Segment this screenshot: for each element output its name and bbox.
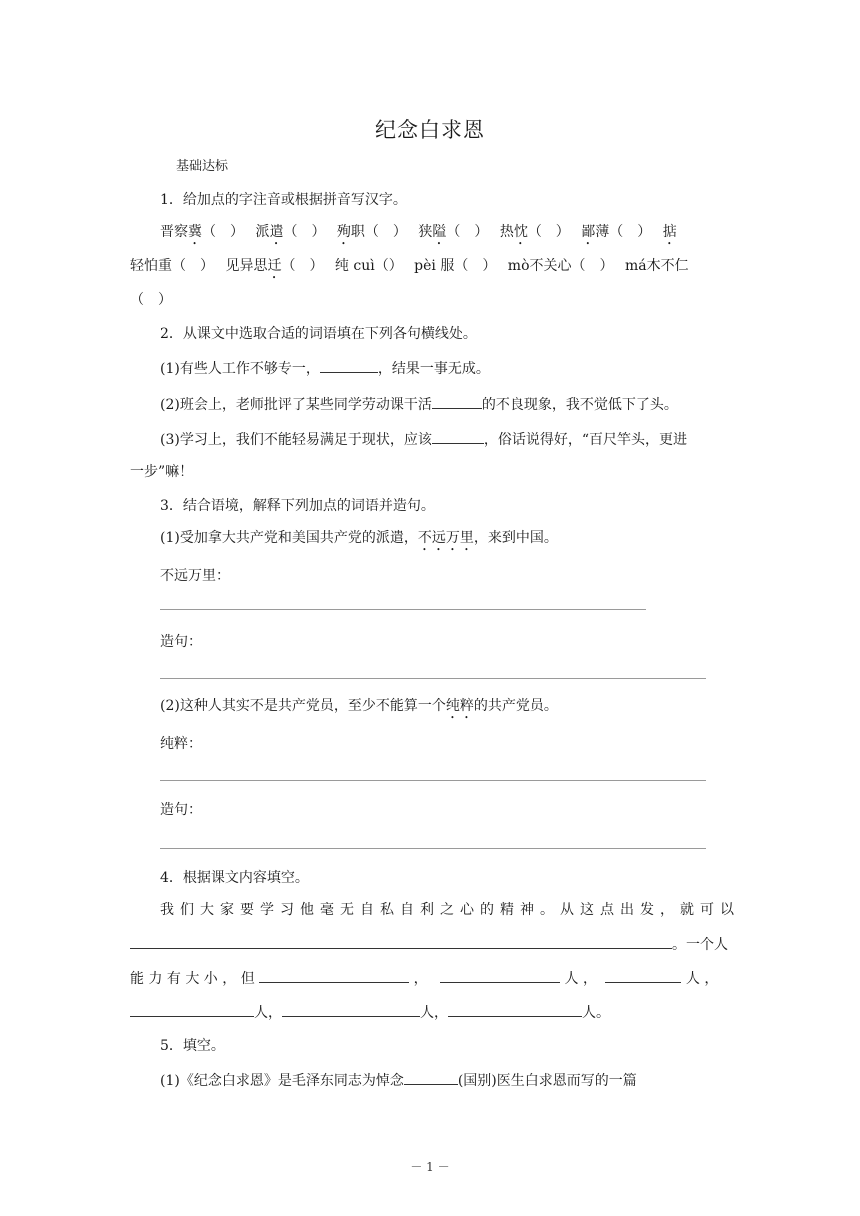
q4-char: 之: [440, 902, 454, 918]
q1-line-1: [160, 222, 734, 248]
page-title: 纪念白求恩: [375, 118, 485, 142]
q4-line-3: [130, 968, 734, 989]
q2-sentence-3: [160, 429, 734, 450]
q4-text: 人，: [420, 1005, 448, 1021]
q3-dotted-word: 不远万里: [417, 530, 474, 546]
q1-paren: （ ）: [446, 224, 482, 240]
q4-char: 心: [460, 902, 474, 918]
q1-dotted-char: 掂: [662, 224, 677, 240]
q5-text: (1)《纪念白求恩》是毛泽东同志为悼念: [160, 1073, 404, 1089]
q4-char: 。: [540, 902, 554, 918]
q1-dotted-char: 冀: [188, 224, 202, 240]
answer-line[interactable]: [160, 780, 706, 781]
q1-text: 狭: [418, 224, 433, 240]
q4-char: 的: [480, 902, 494, 918]
q4-stem: 4．根据课文内容填空。: [160, 870, 309, 886]
q4-char: 就: [680, 902, 694, 918]
q3-word-2: 纯粹：: [160, 736, 202, 752]
section-heading: 基础达标: [176, 159, 229, 174]
q1-stem: 1．给加点的字注音或根据拼音写汉字。: [160, 192, 407, 208]
page-number: － 1 －: [410, 1160, 450, 1174]
q1-text: 职（ ）: [350, 224, 400, 240]
q1-dotted-char: 殉: [336, 224, 351, 240]
answer-blank[interactable]: [130, 934, 672, 949]
q4-char: 这: [580, 902, 594, 918]
q4-char: 从: [560, 902, 574, 918]
q1-paren: （ ）: [281, 258, 317, 274]
q5-stem: 5．填空。: [160, 1038, 225, 1054]
q4-char: 私: [380, 902, 394, 918]
q3-sentence-2: [160, 696, 734, 722]
q4-line-2: [130, 934, 734, 955]
q3-stem: 3．结合语境，解释下列加点的词语并造句。: [160, 498, 435, 514]
q4-char: 自: [360, 902, 374, 918]
q3-text: 的共产党员。: [473, 698, 558, 714]
q4-text: ，: [413, 971, 428, 987]
q1-text: 派: [255, 224, 270, 240]
q3-dotted-word: 纯粹: [445, 698, 474, 714]
q4-char: 大: [200, 902, 214, 918]
q1-paren: （ ）: [283, 224, 319, 240]
q1-paren: （ ）: [202, 224, 237, 240]
q4-char: 习: [280, 902, 294, 918]
q4-char: 发: [640, 902, 654, 918]
q2-text: ，俗话说得好，“百尺竿头，更进: [483, 432, 688, 448]
q4-char: 点: [600, 902, 614, 918]
answer-line[interactable]: [160, 848, 706, 849]
q1-text: má木不仁: [624, 258, 689, 274]
q4-char: 们: [180, 902, 194, 918]
answer-blank[interactable]: [282, 1002, 420, 1017]
q3-text: ，来到中国。: [473, 530, 558, 546]
answer-blank[interactable]: [448, 1002, 582, 1017]
q1-paren: （ ）: [527, 224, 563, 240]
answer-line[interactable]: [160, 609, 646, 610]
q4-char: 无: [340, 902, 354, 918]
answer-blank[interactable]: [432, 429, 484, 444]
q3-text: (1)受加拿大共产党和美国共产党的派遣，: [160, 530, 418, 546]
q1-dotted-char: 鄙: [581, 224, 596, 240]
q4-char: 可: [700, 902, 714, 918]
q4-char: 毫: [320, 902, 334, 918]
q1-text: 轻怕重（ ）: [130, 258, 207, 274]
q1-dotted-char: 隘: [432, 224, 447, 240]
q1-line-3: （ ）: [130, 292, 172, 308]
q4-char: 神: [520, 902, 534, 918]
q3-make-1: 造句：: [160, 634, 202, 650]
q1-text: 晋察: [160, 224, 188, 240]
q1-text: 见异思: [225, 258, 268, 274]
q4-text: 能 力 有 大 小 ， 但: [130, 971, 255, 987]
answer-blank[interactable]: [432, 394, 482, 409]
q4-text: 人 ，: [685, 971, 719, 987]
q2-sentence-1: [160, 358, 734, 379]
q1-text: mò不关心（ ）: [507, 258, 607, 274]
answer-blank[interactable]: [259, 968, 409, 983]
q3-sentence-1: [160, 528, 734, 554]
q4-line-4: [130, 1002, 734, 1023]
q1-text: 薄（ ）: [595, 224, 645, 240]
answer-blank[interactable]: [440, 968, 560, 983]
answer-blank[interactable]: [605, 968, 681, 983]
q5-text: (国别)医生白求恩而写的一篇: [457, 1073, 637, 1089]
answer-line[interactable]: [160, 678, 706, 679]
q2-text: (3)学习上，我们不能轻易满足于现状，应该: [160, 432, 432, 448]
q4-char: 精: [500, 902, 514, 918]
q1-text: pèi 服（ ）: [414, 258, 490, 274]
q4-text: 人，: [254, 1005, 282, 1021]
q4-char: 学: [260, 902, 274, 918]
q4-char: 我: [160, 902, 174, 918]
answer-blank[interactable]: [130, 1002, 254, 1017]
q2-sentence-2: [160, 394, 734, 415]
q1-dotted-char: 迁: [267, 258, 282, 274]
q3-text: (2)这种人其实不是共产党员，至少不能算一个: [160, 698, 446, 714]
q4-char: ，: [660, 902, 674, 918]
q4-char: 家: [220, 902, 234, 918]
q4-line-1: [160, 900, 734, 920]
q4-char: 他: [300, 902, 314, 918]
q4-text: 人 ，: [564, 971, 597, 987]
q2-sentence-3-cont: 一步”嘛！: [130, 464, 194, 480]
q4-text: 。一个人: [672, 937, 728, 953]
q2-text: ，结果一事无成。: [377, 361, 490, 377]
q1-text: 热: [499, 224, 514, 240]
q1-text: 纯 cuì（）: [334, 258, 396, 274]
q2-stem: 2．从课文中选取合适的词语填在下列各句横线处。: [160, 326, 477, 342]
q1-dotted-char: 忱: [513, 224, 528, 240]
q5-line-1: [160, 1070, 734, 1091]
q4-char: 利: [420, 902, 434, 918]
q2-text: (1)有些人工作不够专一，: [160, 361, 320, 377]
q3-word-1: 不远万里：: [160, 568, 230, 584]
q4-char: 出: [620, 902, 634, 918]
answer-blank[interactable]: [404, 1070, 458, 1085]
q4-char: 要: [240, 902, 254, 918]
q4-char: 以: [720, 902, 734, 918]
q2-text: 的不良现象，我不觉低下了头。: [481, 397, 678, 413]
answer-blank[interactable]: [320, 358, 378, 373]
q4-char: 自: [400, 902, 414, 918]
q1-dotted-char: 遣: [269, 224, 284, 240]
q1-line-2: [130, 256, 734, 282]
q3-make-2: 造句：: [160, 802, 202, 818]
q2-text: (2)班会上，老师批评了某些同学劳动课干活: [160, 397, 432, 413]
q4-text: 人。: [582, 1005, 610, 1021]
